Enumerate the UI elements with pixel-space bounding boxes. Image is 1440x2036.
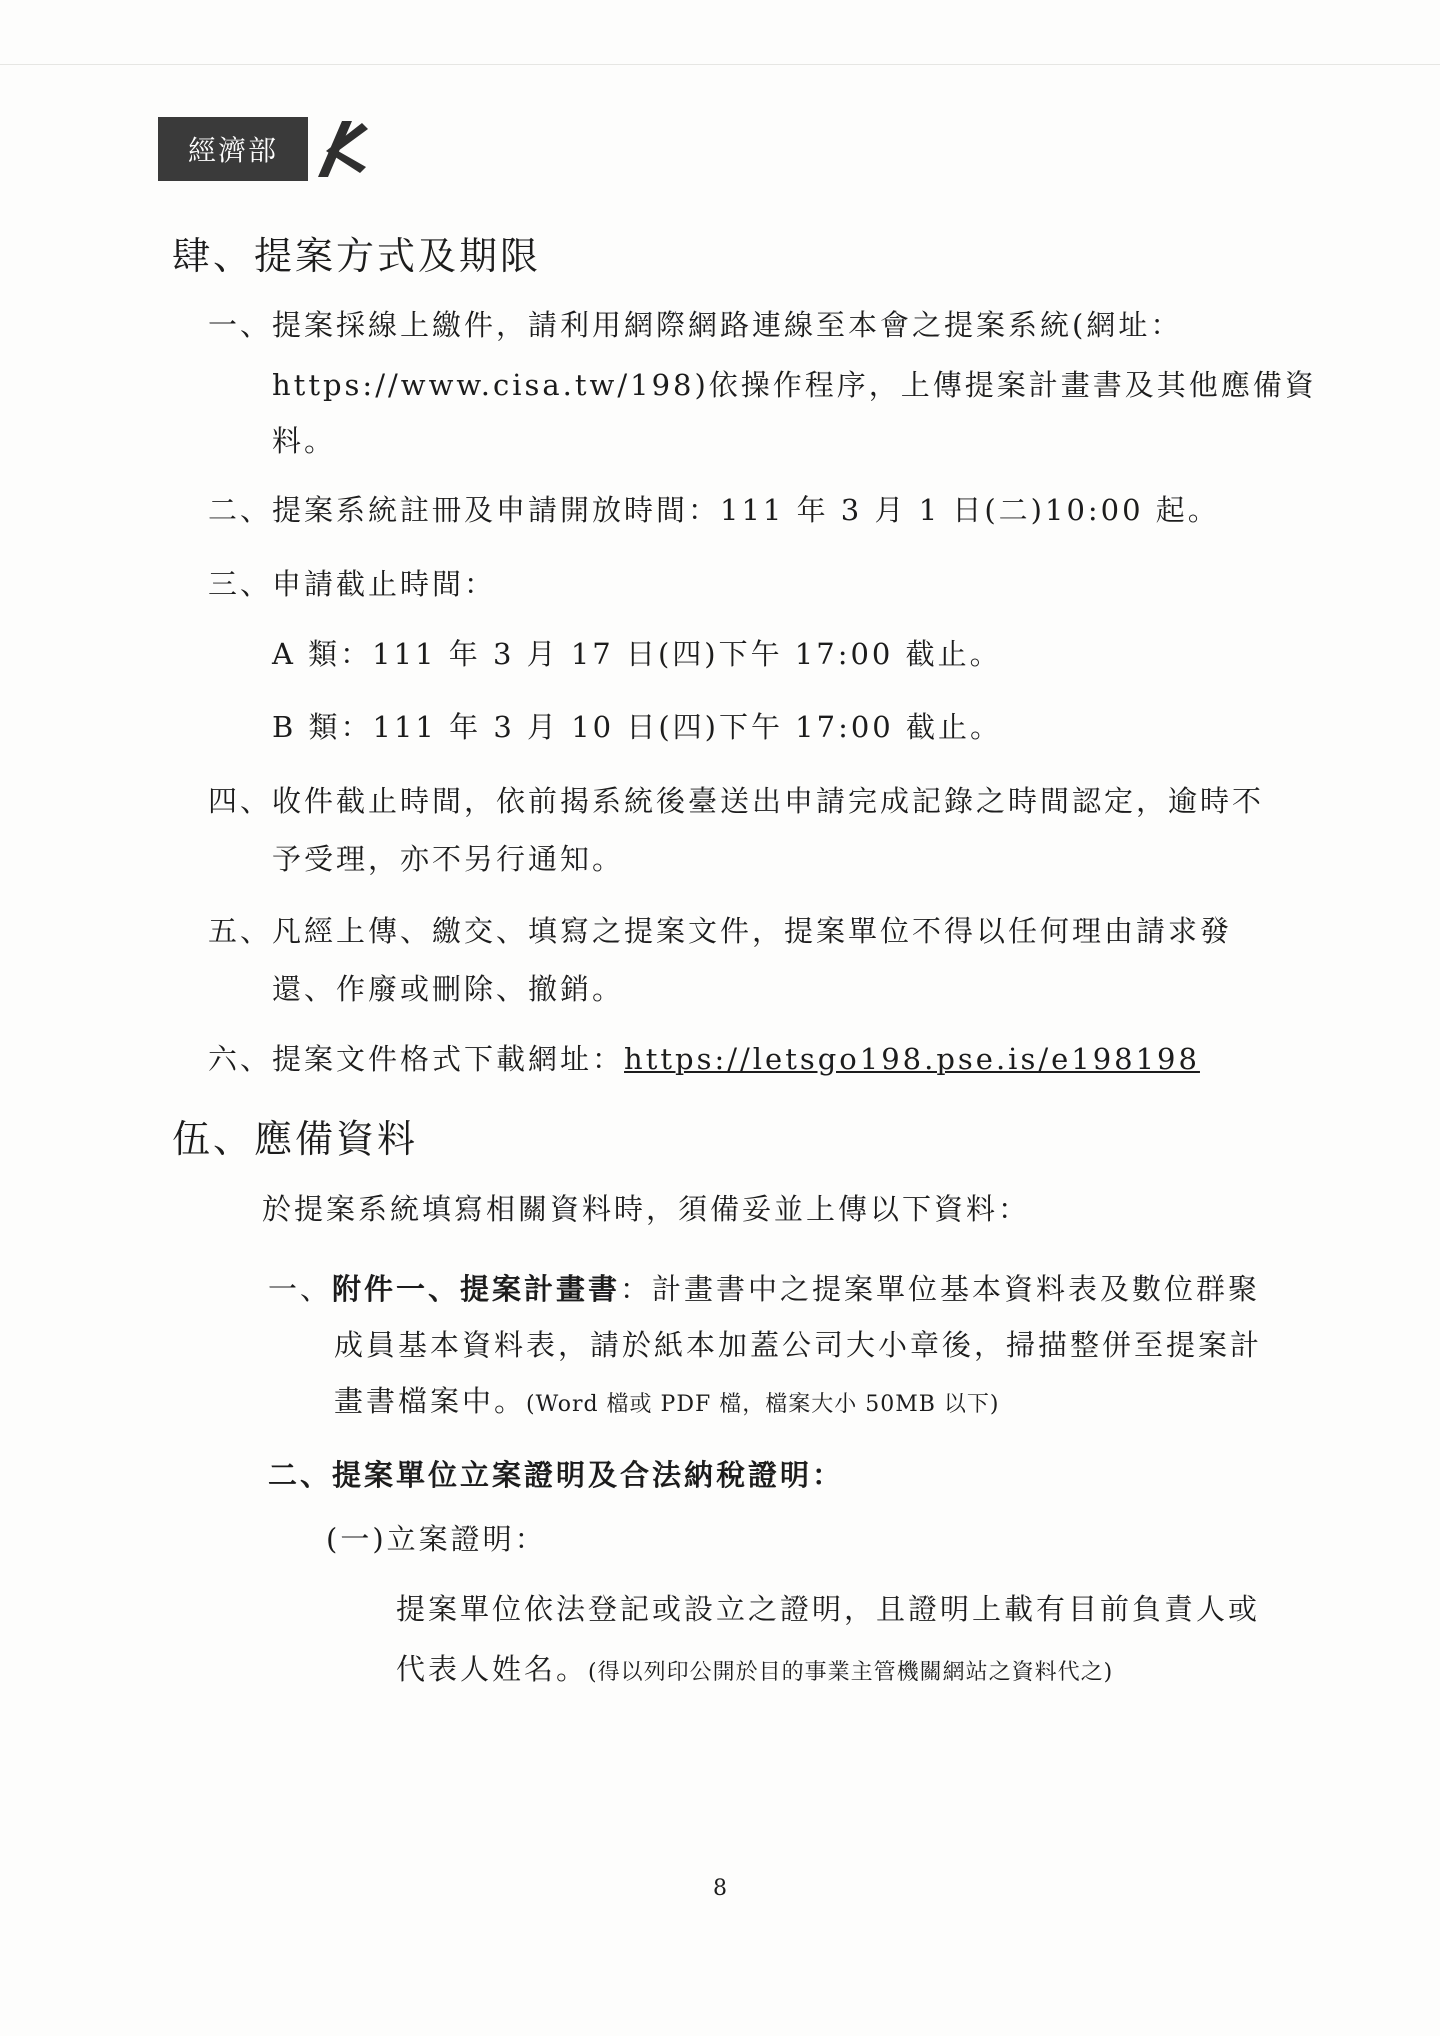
s4-item3 bbox=[208, 555, 496, 613]
s4-item2-line1: 提案系統註冊及申請開放時間：111 年 3 月 1 日(二)10:00 起。 bbox=[272, 493, 1220, 527]
org-name: 經濟部 bbox=[158, 117, 308, 181]
s4-item5-line2: 還、作廢或刪除、撤銷。 bbox=[272, 972, 625, 1006]
s4-item2-num: 二、 bbox=[208, 493, 273, 527]
s4-item4-num: 四、 bbox=[208, 784, 273, 818]
s5-item1-line3 bbox=[334, 1372, 1000, 1434]
s4-item2 bbox=[208, 481, 1220, 539]
s5-item2-title: 提案單位立案證明及合法納稅證明： bbox=[332, 1458, 845, 1492]
s5-intro: 於提案系統填寫相關資料時，須備妥並上傳以下資料： bbox=[262, 1192, 1031, 1226]
s5-item1-line2: 成員基本資料表，請於紙本加蓋公司大小章後，掃描整併至提案計 bbox=[334, 1328, 1263, 1362]
moea-logo-icon bbox=[312, 117, 372, 181]
s5-sub1-note: (得以列印公開於目的事業主管機關網站之資料代之) bbox=[588, 1660, 1114, 1685]
s5-item2-num: 二、 bbox=[268, 1458, 333, 1492]
s4-item6-prefix: 提案文件格式下載網址： bbox=[272, 1042, 625, 1076]
s4-item3-line1: 申請截止時間： bbox=[272, 567, 497, 601]
s4-item1-line2: https://www.cisa.tw/198)依操作程序，上傳提案計畫書及其他應備資 bbox=[272, 368, 1317, 402]
page-number: 8 bbox=[713, 1876, 727, 1901]
s4-item1-line1: 提案採線上繳件，請利用網際網路連線至本會之提案系統(網址： bbox=[272, 308, 1183, 342]
s5-sub1-line1: 提案單位依法登記或設立之證明，且證明上載有目前負責人或 bbox=[396, 1592, 1261, 1626]
s4-item5 bbox=[208, 902, 1232, 960]
s4-item6 bbox=[208, 1030, 1200, 1088]
s4-item4-line2: 予受理，亦不另行通知。 bbox=[272, 842, 625, 876]
s4-deadline-a: A 類：111 年 3 月 17 日(四)下午 17:00 截止。 bbox=[272, 637, 1002, 671]
s5-item2 bbox=[268, 1446, 844, 1504]
header-logo bbox=[158, 117, 372, 181]
s4-item4 bbox=[208, 772, 1264, 830]
s5-sub1-label: (一)立案證明： bbox=[326, 1522, 547, 1556]
s5-sub1-line2-text: 代表人姓名。 bbox=[396, 1652, 589, 1686]
scan-artifact-line bbox=[0, 64, 1440, 65]
s4-item6-num: 六、 bbox=[208, 1042, 273, 1076]
s4-item5-num: 五、 bbox=[208, 914, 273, 948]
s4-item5-line1: 凡經上傳、繳交、填寫之提案文件，提案單位不得以任何理由請求發 bbox=[272, 914, 1233, 948]
s5-item1-num: 一、 bbox=[268, 1272, 333, 1306]
s5-item1-line1: ：計畫書中之提案單位基本資料表及數位群聚 bbox=[620, 1272, 1261, 1306]
download-link[interactable]: https://letsgo198.pse.is/e198198 bbox=[624, 1042, 1200, 1076]
s5-item1-title: 附件一、提案計畫書 bbox=[332, 1272, 621, 1306]
s4-item4-line1: 收件截止時間，依前揭系統後臺送出申請完成記錄之時間認定，逾時不 bbox=[272, 784, 1265, 818]
s5-sub1-line2 bbox=[396, 1640, 1113, 1702]
s4-deadline-b: B 類：111 年 3 月 10 日(四)下午 17:00 截止。 bbox=[272, 710, 1002, 744]
s5-item1-note: (Word 檔或 PDF 檔，檔案大小 50MB 以下) bbox=[526, 1392, 1000, 1417]
s4-item1 bbox=[208, 296, 1182, 354]
section5-title: 伍、應備資料 bbox=[172, 1117, 419, 1161]
s4-item1-line3: 料。 bbox=[272, 424, 337, 458]
section4-title: 肆、提案方式及期限 bbox=[172, 234, 542, 278]
s4-item1-num: 一、 bbox=[208, 308, 273, 342]
s5-item1-line3-text: 畫書檔案中。 bbox=[334, 1384, 527, 1418]
s4-item3-num: 三、 bbox=[208, 567, 273, 601]
s5-item1 bbox=[268, 1260, 1260, 1318]
